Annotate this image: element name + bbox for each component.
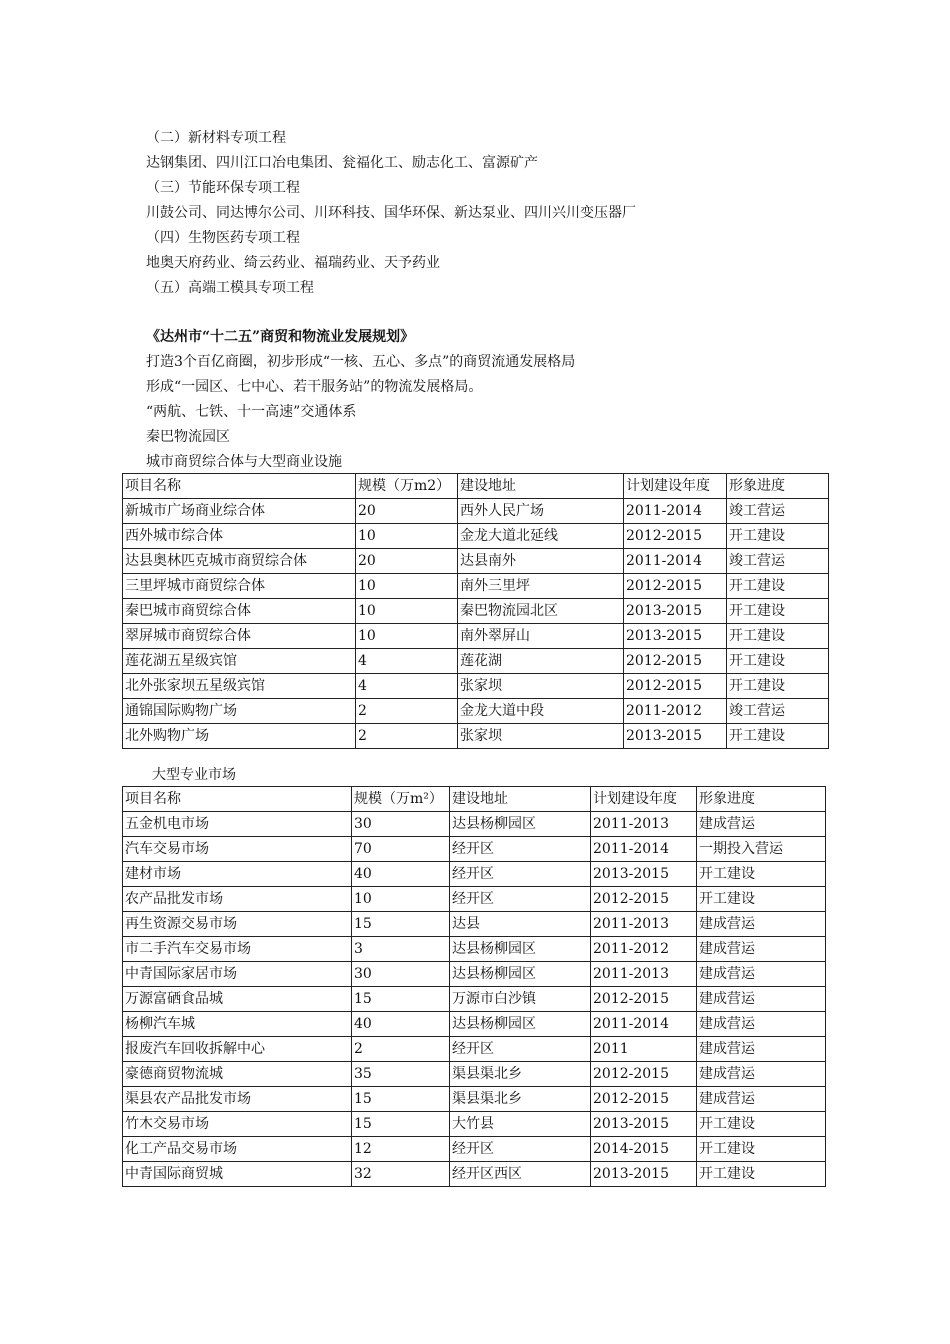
table-cell: 开工建设 — [727, 674, 829, 699]
table-cell: 莲花湖 — [458, 649, 624, 674]
table-cell: 万源市白沙镇 — [450, 987, 591, 1012]
table-cell: 2013-2015 — [591, 1162, 697, 1187]
table-cell: 建成营运 — [697, 1062, 826, 1087]
table-cell: 大竹县 — [450, 1112, 591, 1137]
table-row — [123, 887, 826, 912]
table-cell: 2013-2015 — [591, 862, 697, 887]
table-cell: 秦巴物流园北区 — [458, 599, 624, 624]
table-cell: 2013-2015 — [624, 599, 727, 624]
table-cell: 杨柳汽车城 — [123, 1012, 352, 1037]
table-cell: 32 — [352, 1162, 450, 1187]
table-cell: 张家坝 — [458, 674, 624, 699]
table-cell: 10 — [352, 887, 450, 912]
table-cell: 2 — [352, 1037, 450, 1062]
table-cell: 2011-2014 — [624, 499, 727, 524]
table-cell: 2012-2015 — [591, 987, 697, 1012]
table-cell: 2011-2012 — [591, 937, 697, 962]
table2-caption: 大型专业市场 — [152, 767, 236, 783]
table-cell: 2011-2013 — [591, 912, 697, 937]
table-cell: 建成营运 — [697, 912, 826, 937]
table-cell: 达县杨柳园区 — [450, 1012, 591, 1037]
table-cell: 3 — [352, 937, 450, 962]
text-line: （五）高端工模具专项工程 — [146, 280, 314, 296]
table-row — [123, 649, 829, 674]
table-cell: 金龙大道北延线 — [458, 524, 624, 549]
table-cell: 规模（万m²） — [352, 787, 450, 812]
table-cell: 经开区 — [450, 837, 591, 862]
table-cell: 形象进度 — [727, 474, 829, 499]
table-row — [123, 1137, 826, 1162]
table-cell: 达县杨柳园区 — [450, 962, 591, 987]
table-cell: 农产品批发市场 — [123, 887, 352, 912]
table-cell: 项目名称 — [123, 474, 356, 499]
table-cell: 达县 — [450, 912, 591, 937]
table-cell: 计划建设年度 — [624, 474, 727, 499]
table-cell: 开工建设 — [727, 649, 829, 674]
table-cell: 建成营运 — [697, 1012, 826, 1037]
table-cell: 建设地址 — [450, 787, 591, 812]
table-cell: 翠屏城市商贸综合体 — [123, 624, 356, 649]
table-cell: 经开区 — [450, 1137, 591, 1162]
table-row — [123, 862, 826, 887]
table-cell: 开工建设 — [727, 524, 829, 549]
table-specialized-markets — [122, 786, 826, 1187]
table-cell: 五金机电市场 — [123, 812, 352, 837]
table-cell: 中青国际商贸城 — [123, 1162, 352, 1187]
text-line: 川鼓公司、同达博尔公司、川环科技、国华环保、新达泵业、四川兴川变压器厂 — [146, 205, 636, 221]
table-cell: 秦巴城市商贸综合体 — [123, 599, 356, 624]
table-cell: 莲花湖五星级宾馆 — [123, 649, 356, 674]
table-cell: 2011-2014 — [591, 837, 697, 862]
table-cell: 4 — [356, 649, 458, 674]
table-row — [123, 699, 829, 724]
text-line: （二）新材料专项工程 — [146, 130, 286, 146]
table-cell: 西外城市综合体 — [123, 524, 356, 549]
table-cell: 2012-2015 — [591, 887, 697, 912]
table-cell: 经开区 — [450, 862, 591, 887]
table-cell: 经开区 — [450, 1037, 591, 1062]
table-cell: 建成营运 — [697, 812, 826, 837]
table-cell: 经开区 — [450, 887, 591, 912]
table-row — [123, 1162, 826, 1187]
table-cell: 2013-2015 — [624, 624, 727, 649]
table-cell: 2013-2015 — [591, 1112, 697, 1137]
plan-line: “两航、七铁、十一高速”交通体系 — [146, 404, 357, 420]
table-row — [123, 1037, 826, 1062]
table-cell: 2011-2014 — [624, 549, 727, 574]
table-cell: 南外翠屏山 — [458, 624, 624, 649]
table-cell: 达县杨柳园区 — [450, 812, 591, 837]
table-row — [123, 574, 829, 599]
table-cell: 2014-2015 — [591, 1137, 697, 1162]
table-cell: 15 — [352, 912, 450, 937]
table-cell: 渠县农产品批发市场 — [123, 1087, 352, 1112]
table-row — [123, 549, 829, 574]
table-cell: 10 — [356, 574, 458, 599]
table-cell: 豪德商贸物流城 — [123, 1062, 352, 1087]
table-header-row — [123, 787, 826, 812]
table-row — [123, 1062, 826, 1087]
table-cell: 竹木交易市场 — [123, 1112, 352, 1137]
table-row — [123, 962, 826, 987]
plan-line: 打造3个百亿商圈，初步形成“一核、五心、多点”的商贸流通发展格局 — [146, 354, 576, 370]
table-cell: 开工建设 — [727, 574, 829, 599]
table-cell: 2011-2012 — [624, 699, 727, 724]
table-cell: 西外人民广场 — [458, 499, 624, 524]
table-row — [123, 1087, 826, 1112]
table-row — [123, 837, 826, 862]
table-cell: 竣工营运 — [727, 699, 829, 724]
table-cell: 渠县渠北乡 — [450, 1062, 591, 1087]
table-cell: 建成营运 — [697, 1037, 826, 1062]
table-cell: 20 — [356, 499, 458, 524]
table-cell: 南外三里坪 — [458, 574, 624, 599]
table-cell: 2012-2015 — [624, 574, 727, 599]
table-cell: 建材市场 — [123, 862, 352, 887]
table-cell: 建成营运 — [697, 962, 826, 987]
text-line: （三）节能环保专项工程 — [146, 180, 300, 196]
table-cell: 市二手汽车交易市场 — [123, 937, 352, 962]
table-cell: 12 — [352, 1137, 450, 1162]
text-line: 地奥天府药业、绮云药业、福瑞药业、天予药业 — [146, 255, 440, 271]
table-cell: 2011-2014 — [591, 1012, 697, 1037]
table-cell: 20 — [356, 549, 458, 574]
table-cell: 竣工营运 — [727, 549, 829, 574]
table-cell: 70 — [352, 837, 450, 862]
table-cell: 30 — [352, 962, 450, 987]
table-cell: 一期投入营运 — [697, 837, 826, 862]
table-cell: 报废汽车回收拆解中心 — [123, 1037, 352, 1062]
table-cell: 建设地址 — [458, 474, 624, 499]
table-cell: 经开区西区 — [450, 1162, 591, 1187]
table-cell: 15 — [352, 987, 450, 1012]
table-cell: 通锦国际购物广场 — [123, 699, 356, 724]
table-cell: 开工建设 — [727, 724, 829, 749]
text-line: 达钢集团、四川江口冶电集团、瓮福化工、励志化工、富源矿产 — [146, 155, 538, 171]
table-cell: 2013-2015 — [624, 724, 727, 749]
table-cell: 新城市广场商业综合体 — [123, 499, 356, 524]
table-row — [123, 987, 826, 1012]
table-cell: 张家坝 — [458, 724, 624, 749]
table-cell: 40 — [352, 1012, 450, 1037]
table-cell: 北外张家坝五星级宾馆 — [123, 674, 356, 699]
table-cell: 2012-2015 — [591, 1062, 697, 1087]
table-row — [123, 524, 829, 549]
table-cell: 形象进度 — [697, 787, 826, 812]
table-cell: 竣工营运 — [727, 499, 829, 524]
table-row — [123, 937, 826, 962]
table-row — [123, 912, 826, 937]
table-cell: 15 — [352, 1112, 450, 1137]
table-cell: 2011-2013 — [591, 962, 697, 987]
plan-line: 形成“一园区、七中心、若干服务站”的物流发展格局。 — [146, 379, 483, 395]
table-cell: 开工建设 — [727, 599, 829, 624]
table-cell: 汽车交易市场 — [123, 837, 352, 862]
table-cell: 2012-2015 — [591, 1087, 697, 1112]
table-cell: 4 — [356, 674, 458, 699]
table-row — [123, 1012, 826, 1037]
table-cell: 计划建设年度 — [591, 787, 697, 812]
table-cell: 2011-2013 — [591, 812, 697, 837]
table-cell: 10 — [356, 624, 458, 649]
table-cell: 30 — [352, 812, 450, 837]
table-cell: 万源富硒食品城 — [123, 987, 352, 1012]
table-cell: 中青国际家居市场 — [123, 962, 352, 987]
table-cell: 2012-2015 — [624, 649, 727, 674]
table-cell: 建成营运 — [697, 1087, 826, 1112]
plan-title: 《达州市“十二五”商贸和物流业发展规划》 — [146, 329, 415, 345]
table-cell: 达县奥林匹克城市商贸综合体 — [123, 549, 356, 574]
table-cell: 达县南外 — [458, 549, 624, 574]
table-cell: 北外购物广场 — [123, 724, 356, 749]
table-cell: 35 — [352, 1062, 450, 1087]
table-cell: 开工建设 — [697, 1112, 826, 1137]
table-row — [123, 1112, 826, 1137]
table-cell: 2012-2015 — [624, 674, 727, 699]
table-cell: 达县杨柳园区 — [450, 937, 591, 962]
plan-line: 秦巴物流园区 — [146, 429, 230, 445]
table-row — [123, 812, 826, 837]
table-cell: 2012-2015 — [624, 524, 727, 549]
table-cell: 化工产品交易市场 — [123, 1137, 352, 1162]
table-cell: 2 — [356, 699, 458, 724]
table-row — [123, 599, 829, 624]
table-cell: 开工建设 — [697, 1137, 826, 1162]
table-cell: 2 — [356, 724, 458, 749]
table-cell: 规模（万m2） — [356, 474, 458, 499]
table-cell: 开工建设 — [697, 1162, 826, 1187]
table-cell: 项目名称 — [123, 787, 352, 812]
text-line: （四）生物医药专项工程 — [146, 230, 300, 246]
table-commercial-complexes — [122, 473, 829, 749]
table-cell: 渠县渠北乡 — [450, 1087, 591, 1112]
table-cell: 开工建设 — [697, 862, 826, 887]
table-cell: 再生资源交易市场 — [123, 912, 352, 937]
table1-caption: 城市商贸综合体与大型商业设施 — [146, 454, 342, 470]
table-row — [123, 499, 829, 524]
table-cell: 开工建设 — [697, 887, 826, 912]
table-row — [123, 724, 829, 749]
table-header-row — [123, 474, 829, 499]
table-cell: 10 — [356, 599, 458, 624]
table-cell: 2011 — [591, 1037, 697, 1062]
table-cell: 15 — [352, 1087, 450, 1112]
table-cell: 三里坪城市商贸综合体 — [123, 574, 356, 599]
table-cell: 建成营运 — [697, 937, 826, 962]
table-cell: 金龙大道中段 — [458, 699, 624, 724]
table-cell: 10 — [356, 524, 458, 549]
table-cell: 40 — [352, 862, 450, 887]
table-cell: 建成营运 — [697, 987, 826, 1012]
table-cell: 开工建设 — [727, 624, 829, 649]
table-row — [123, 674, 829, 699]
table-row — [123, 624, 829, 649]
